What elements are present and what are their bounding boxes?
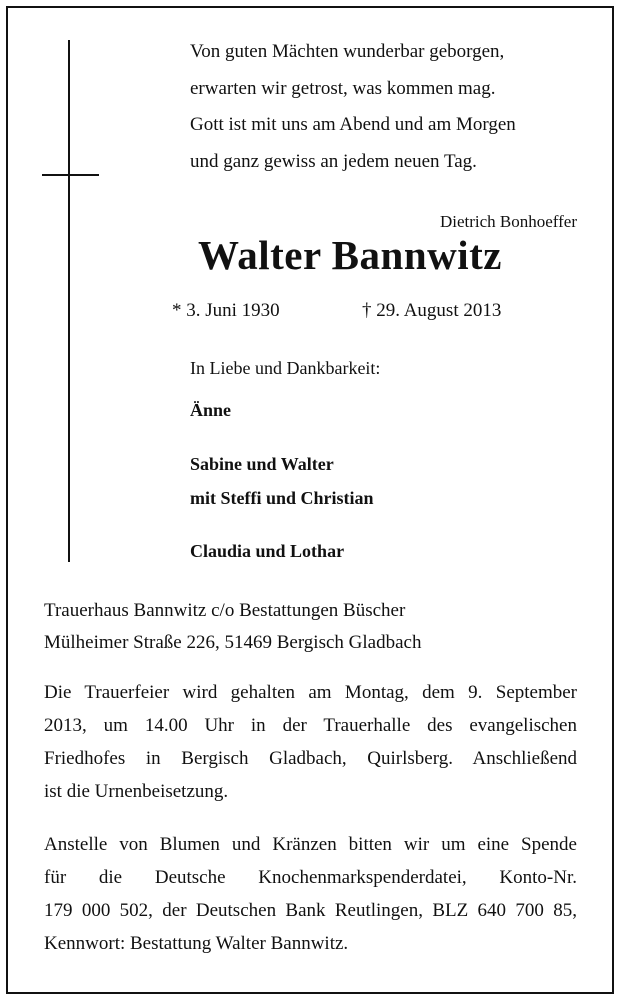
donation-line: Kennwort: Bestattung Walter Bannwitz. (44, 933, 349, 954)
ceremony-line: 2013, um 14.00 Uhr in der Trauerhalle des evangelischen (44, 715, 577, 736)
poem-line: Von guten Mächten wunderbar geborgen, (190, 41, 505, 62)
cross-horizontal-bar (42, 174, 99, 176)
poem-line: erwarten wir getrost, was kommen mag. (190, 77, 496, 99)
mourner-name: Claudia und Lothar (190, 541, 345, 561)
ceremony-line: ist die Urnenbeisetzung. (44, 781, 229, 802)
donation-line: für die Deutsche Knochenmarkspenderdatei, Konto-Nr. (44, 867, 577, 888)
mourner-name: Sabine und Walter (190, 454, 334, 474)
poem-line: Gott ist mit uns am Abend und am Morgen (190, 114, 516, 135)
house-of-mourning-address (44, 595, 584, 659)
ceremony-paragraph (44, 676, 577, 808)
cross-vertical-bar (68, 40, 70, 562)
address-line: Trauerhaus Bannwitz c/o Bestattungen Büscher (44, 600, 406, 621)
death-date: † 29. August 2013 (362, 300, 502, 321)
ceremony-line: Die Trauerfeier wird gehalten am Montag, dem 9. September (44, 682, 577, 703)
donation-line: 179 000 502, der Deutschen Bank Reutlingen, BLZ 640 700 85, (44, 900, 577, 921)
poem-author: Dietrich Bonhoeffer (439, 212, 577, 231)
mourner-name: Änne (190, 400, 232, 420)
poem (190, 34, 590, 231)
donation-paragraph (44, 828, 577, 960)
mourners-intro: In Liebe und Dankbarkeit: (190, 358, 381, 378)
mourner-name: mit Steffi und Christian (190, 488, 374, 508)
ceremony-line: Friedhofes in Bergisch Gladbach, Quirlsberg. Anschließend (44, 748, 577, 769)
donation-line: Anstelle von Blumen und Kränzen bitten wir um eine Spende (44, 834, 577, 855)
address-line: Mülheimer Straße 226, 51469 Bergisch Gladbach (44, 632, 422, 653)
deceased-name: Walter Bannwitz (198, 232, 502, 278)
poem-line: und ganz gewiss an jedem neuen Tag. (190, 150, 477, 172)
birth-date: * 3. Juni 1930 (172, 300, 280, 321)
